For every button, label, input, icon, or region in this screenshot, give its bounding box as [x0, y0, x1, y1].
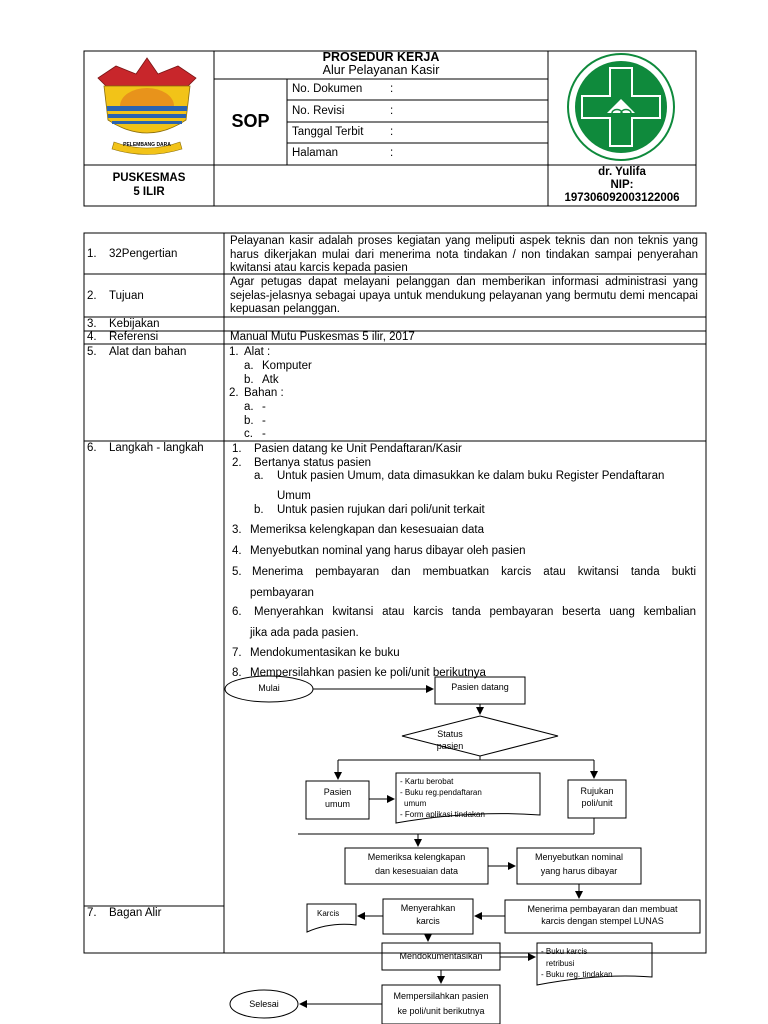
flow-pasien-umum-l2: umum	[324, 799, 350, 809]
section-label-pengertian: 32Pengertian	[109, 248, 178, 260]
signer-nip: 197306092003122006	[564, 192, 680, 204]
alat-heading: Alat :	[244, 346, 271, 358]
flow-pasien-datang: Pasien datang	[451, 682, 509, 692]
step-number: 7.	[232, 647, 242, 659]
doc-title: PROSEDUR KERJA	[322, 50, 440, 64]
list-letter: c.	[244, 428, 253, 440]
flow-end: Selesai	[249, 999, 279, 1009]
flow-status-line2: pasien	[436, 741, 464, 751]
health-cross-logo	[568, 54, 674, 160]
step-text: Menerima pembayaran dan membuatkan karcis atau kwitansi tanda bukti	[252, 566, 696, 578]
bahan-item: -	[262, 401, 266, 413]
list-letter: a.	[244, 401, 254, 413]
step-text: Menyerahkan kwitansi atau karcis tanda pembayaran beserta uang kembalian	[254, 606, 696, 618]
flow-serah-l1: Menyerahkan	[400, 903, 456, 913]
flow-start: Mulai	[258, 683, 280, 693]
signer-name: dr. Yulifa	[598, 166, 646, 178]
section-number: 2.	[87, 290, 97, 302]
tujuan-text: Agar petugas dapat melayani pelanggan dan memberikan informasi administrasi yang sejelas-jelasnya sebagai upaya untuk mendukung pelayanan yang bermutu demi mencapai kepuasan pelanggan.	[230, 276, 698, 315]
flow-dokumentasi: Mendokumentasikan	[399, 951, 483, 961]
step-text: Untuk pasien rujukan dari poli/unit terkait	[277, 504, 485, 516]
alat-item: Komputer	[262, 360, 312, 372]
list-letter: b.	[244, 415, 254, 427]
flow-nominal-l2: yang harus dibayar	[540, 866, 618, 876]
step-text: jika ada pada pasien.	[250, 627, 359, 639]
flow-serah-l2: karcis	[416, 916, 440, 926]
section-number: 1.	[87, 248, 97, 260]
step-letter: b.	[254, 504, 264, 516]
section-number: 5.	[87, 346, 97, 358]
section-number: 6.	[87, 442, 97, 454]
bahan-heading: Bahan :	[244, 387, 284, 399]
flow-status-line1: Status	[437, 729, 463, 739]
step-letter: a.	[254, 470, 264, 482]
step-number: 6.	[232, 606, 242, 618]
emblem-banner-text: PELEMBANG DARA	[123, 142, 171, 148]
field-label-revisi: No. Revisi	[292, 105, 345, 117]
doc-subtitle: Alur Pelayanan Kasir	[322, 63, 440, 77]
bahan-item: -	[262, 428, 266, 440]
field-label-dokumen: No. Dokumen	[292, 83, 363, 95]
flow-doc-item: - Form aplikasi tindakan	[400, 810, 485, 819]
referensi-text: Manual Mutu Puskesmas 5 ilir, 2017	[230, 331, 415, 343]
step-text: Pasien datang ke Unit Pendaftaran/Kasir	[254, 443, 462, 455]
flow-persilahkan-l2: ke poli/unit berikutnya	[397, 1006, 485, 1016]
step-text: Umum	[277, 490, 311, 502]
step-number: 3.	[232, 524, 242, 536]
signer-nip-label: NIP:	[610, 179, 634, 191]
field-colon: :	[390, 105, 394, 117]
section-number: 7.	[87, 907, 97, 919]
flow-doc-item: - Kartu berobat	[400, 777, 454, 786]
step-text: Memeriksa kelengkapan dan kesesuaian data	[250, 524, 484, 536]
flow-buku-item: - Buku reg. tindakan	[541, 970, 613, 979]
field-colon: :	[390, 147, 394, 159]
step-text: Untuk pasien Umum, data dimasukkan ke dalam buku Register Pendaftaran	[277, 470, 665, 482]
step-number: 1.	[232, 443, 242, 455]
section-label-referensi: Referensi	[109, 331, 159, 343]
section-label-bagan: Bagan Alir	[109, 907, 162, 919]
sop-label: SOP	[231, 111, 270, 131]
field-label-halaman: Halaman	[292, 147, 339, 159]
flow-doc-item: - Buku reg.pendaftaran	[400, 788, 482, 797]
flow-persilahkan-l1: Mempersilahkan pasien	[393, 991, 489, 1001]
list-number: 2.	[229, 387, 239, 399]
flow-buku-item: - Buku karcis	[541, 947, 588, 956]
step-number: 2.	[232, 457, 242, 469]
step-text: Bertanya status pasien	[254, 457, 371, 469]
field-label-tanggal: Tanggal Terbit	[292, 126, 364, 138]
org-unit: 5 ILIR	[133, 186, 165, 198]
section-label-tujuan: Tujuan	[109, 290, 144, 302]
org-name: PUSKESMAS	[112, 172, 186, 184]
list-letter: b.	[244, 374, 254, 386]
field-colon: :	[390, 126, 394, 138]
pengertian-text: Pelayanan kasir adalah proses kegiatan yang meliputi aspek teknis dan non teknis yang harus dikerjakan mulai dari menerima nota tindakan / non tindakan sampai penyerahan kwitansi atau karcis kepada pasien	[230, 235, 698, 274]
flow-rujukan-l1: Rujukan	[580, 786, 614, 796]
step-text: Mempersilahkan pasien ke poli/unit berikutnya	[250, 667, 486, 679]
flow-periksa-l2: dan kesesuaian data	[374, 866, 459, 876]
flow-karcis-doc: Karcis	[317, 909, 340, 918]
flow-rujukan-l2: poli/unit	[581, 798, 613, 808]
flow-buku-item: retribusi	[546, 959, 575, 968]
flow-doc-item: umum	[404, 799, 427, 808]
step-text: Menyebutkan nominal yang harus dibayar oleh pasien	[250, 545, 526, 557]
flow-periksa-l1: Memeriksa kelengkapan	[367, 852, 466, 862]
section-label-kebijakan: Kebijakan	[109, 318, 160, 330]
step-text: Mendokumentasikan ke buku	[250, 647, 400, 659]
step-text: pembayaran	[250, 587, 314, 599]
flow-nominal-l1: Menyebutkan nominal	[534, 852, 624, 862]
step-number: 8.	[232, 667, 242, 679]
flow-terima-l2: karcis dengan stempel LUNAS	[541, 916, 664, 926]
flow-pasien-umum-l1: Pasien	[323, 787, 352, 797]
bahan-item: -	[262, 415, 266, 427]
field-colon: :	[390, 83, 394, 95]
step-number: 4.	[232, 545, 242, 557]
alat-item: Atk	[262, 374, 279, 386]
city-emblem	[98, 58, 196, 155]
list-number: 1.	[229, 346, 239, 358]
section-number: 4.	[87, 331, 97, 343]
flow-terima-l1: Menerima pembayaran dan membuat	[527, 904, 678, 914]
section-label-langkah: Langkah - langkah	[109, 442, 204, 454]
section-label-alat: Alat dan bahan	[109, 346, 187, 358]
step-number: 5.	[232, 566, 242, 578]
list-letter: a.	[244, 360, 254, 372]
section-number: 3.	[87, 318, 97, 330]
